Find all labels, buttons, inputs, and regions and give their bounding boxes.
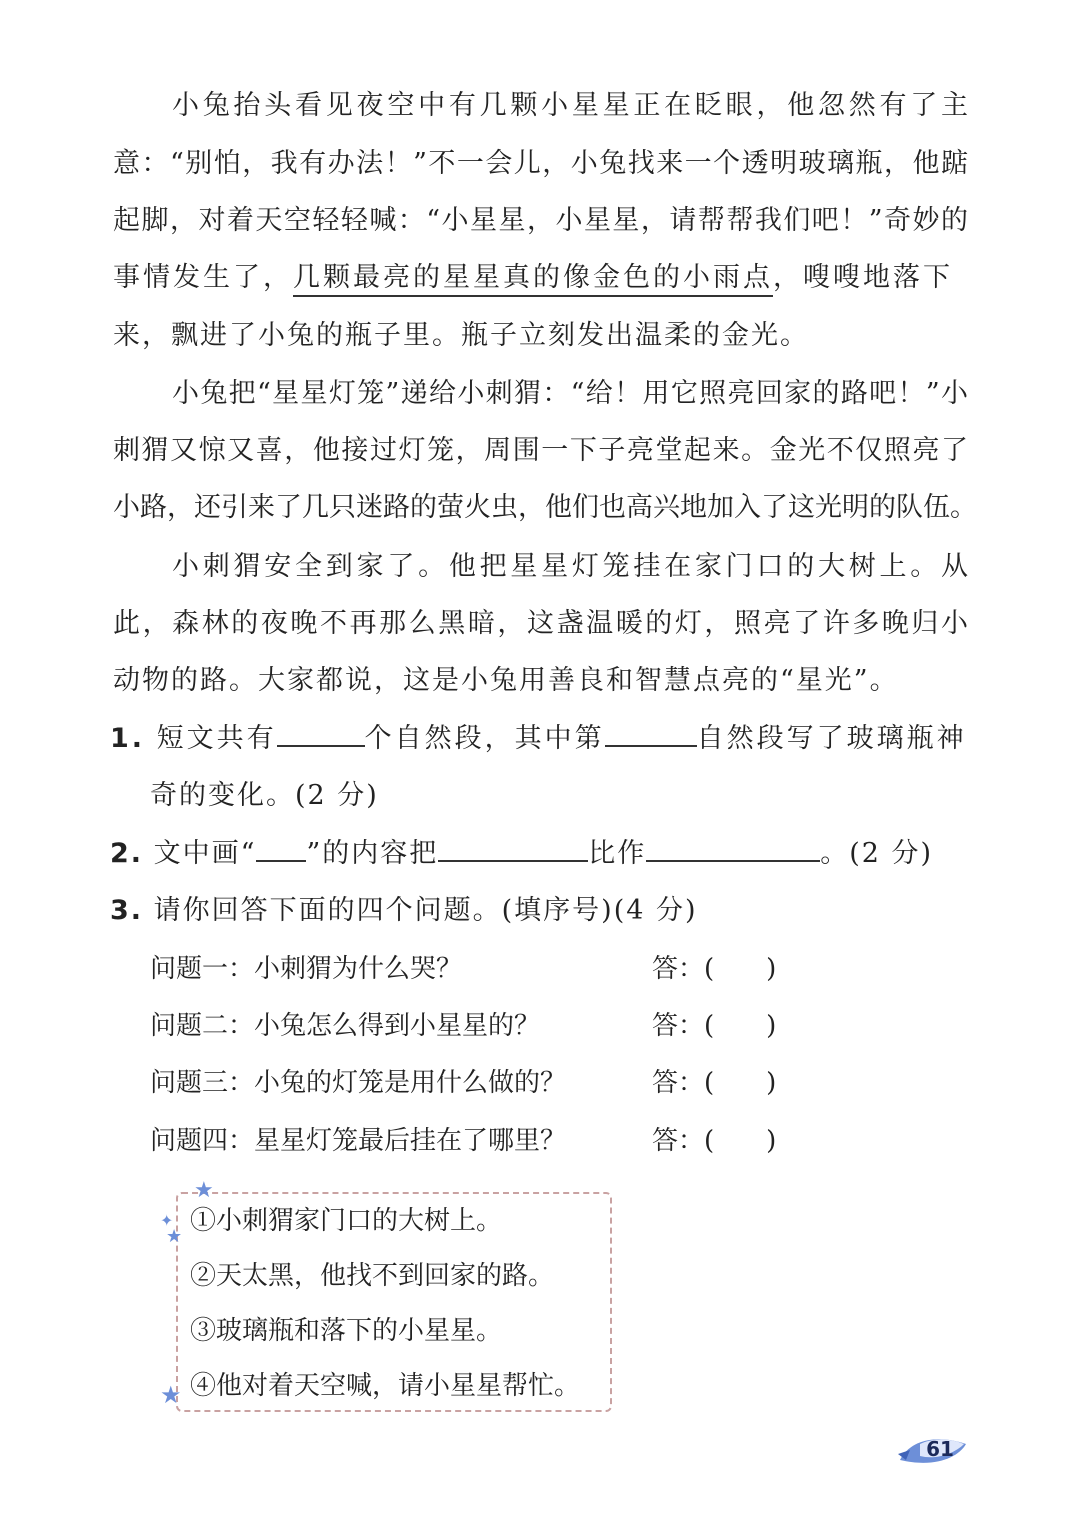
question-number: 2. [110, 838, 144, 869]
story-line [113, 258, 968, 298]
underline-sample [256, 836, 306, 862]
answer-blank[interactable] [605, 721, 697, 747]
answer-slot[interactable]: 答：( ) [652, 1068, 777, 1098]
question-1-cont: 奇的变化。(2 分) [150, 780, 379, 811]
story-line: 小兔抬头看见夜空中有几颗小星星正在眨眼，他忽然有了主 [172, 90, 968, 121]
question-1 [110, 719, 967, 759]
question-3 [110, 891, 698, 931]
underlined-sentence: 几颗最亮的星星真的像金色的小雨点 [293, 262, 773, 297]
question-number: 3. [110, 895, 144, 926]
question-text: 文中画“ [153, 838, 257, 869]
star-icon: ★ [160, 1381, 182, 1409]
story-line: 此，森林的夜晚不再那么黑暗，这盏温暖的灯，照亮了许多晚归小 [113, 608, 968, 639]
answer-blank[interactable] [277, 721, 365, 747]
sparkle-icon: ✦ [160, 1211, 174, 1230]
answer-blank[interactable] [646, 836, 820, 862]
story-text: ，嗖嗖地落下 [773, 262, 953, 293]
page-number: 61 [926, 1437, 954, 1461]
story-line: 来，飘进了小兔的瓶子里。瓶子立刻发出温柔的金光。 [113, 320, 809, 351]
story-line: 小兔把“星星灯笼”递给小刺猬：“给！用它照亮回家的路吧！”小 [172, 378, 968, 409]
option-item: ①小刺猬家门口的大树上。 [190, 1206, 503, 1236]
answer-slot[interactable]: 答：( ) [652, 1126, 777, 1156]
question-text: 自然段写了玻璃瓶神 [696, 723, 967, 754]
question-text: 请你回答下面的四个问题。(填序号)(4 分) [153, 895, 698, 926]
story-line: 动物的路。大家都说，这是小兔用善良和智慧点亮的“星光”。 [113, 665, 899, 696]
option-item: ③玻璃瓶和落下的小星星。 [190, 1316, 503, 1346]
story-text: 事情发生了， [113, 262, 293, 293]
star-icon: ★ [194, 1178, 214, 1203]
answer-blank[interactable] [438, 836, 588, 862]
story-line: 刺猬又惊又喜，他接过灯笼，周围一下子亮堂起来。金光不仅照亮了 [113, 435, 968, 466]
question-text: 个自然段，其中第 [364, 723, 605, 754]
question-text: 。(2 分) [820, 838, 934, 869]
option-item: ②天太黑，他找不到回家的路。 [190, 1261, 555, 1291]
question-text: ”的内容把 [306, 838, 439, 869]
sub-question: 问题一：小刺猬为什么哭？ [150, 954, 463, 984]
sub-question: 问题四：星星灯笼最后挂在了哪里？ [150, 1126, 567, 1156]
answer-slot[interactable]: 答：( ) [652, 954, 777, 984]
answer-slot[interactable]: 答：( ) [652, 1011, 777, 1041]
star-icon: ★ [166, 1226, 183, 1247]
option-item: ④他对着天空喊，请小星星帮忙。 [190, 1371, 581, 1401]
story-line: 意：“别怕，我有办法！”不一会儿，小兔找来一个透明玻璃瓶，他踮 [113, 148, 968, 179]
sub-question: 问题三：小兔的灯笼是用什么做的？ [150, 1068, 567, 1098]
story-line: 小路，还引来了几只迷路的萤火虫，他们也高兴地加入了这光明的队伍。 [113, 492, 977, 523]
story-line: 小刺猬安全到家了。他把星星灯笼挂在家门口的大树上。从 [172, 551, 968, 582]
question-text: 短文共有 [156, 723, 277, 754]
story-line: 起脚，对着天空轻轻喊：“小星星，小星星，请帮帮我们吧！”奇妙的 [113, 205, 968, 236]
question-number: 1. [110, 723, 146, 754]
question-2 [110, 834, 933, 874]
sub-question: 问题二：小兔怎么得到小星星的？ [150, 1011, 541, 1041]
question-text: 比作 [588, 838, 647, 869]
